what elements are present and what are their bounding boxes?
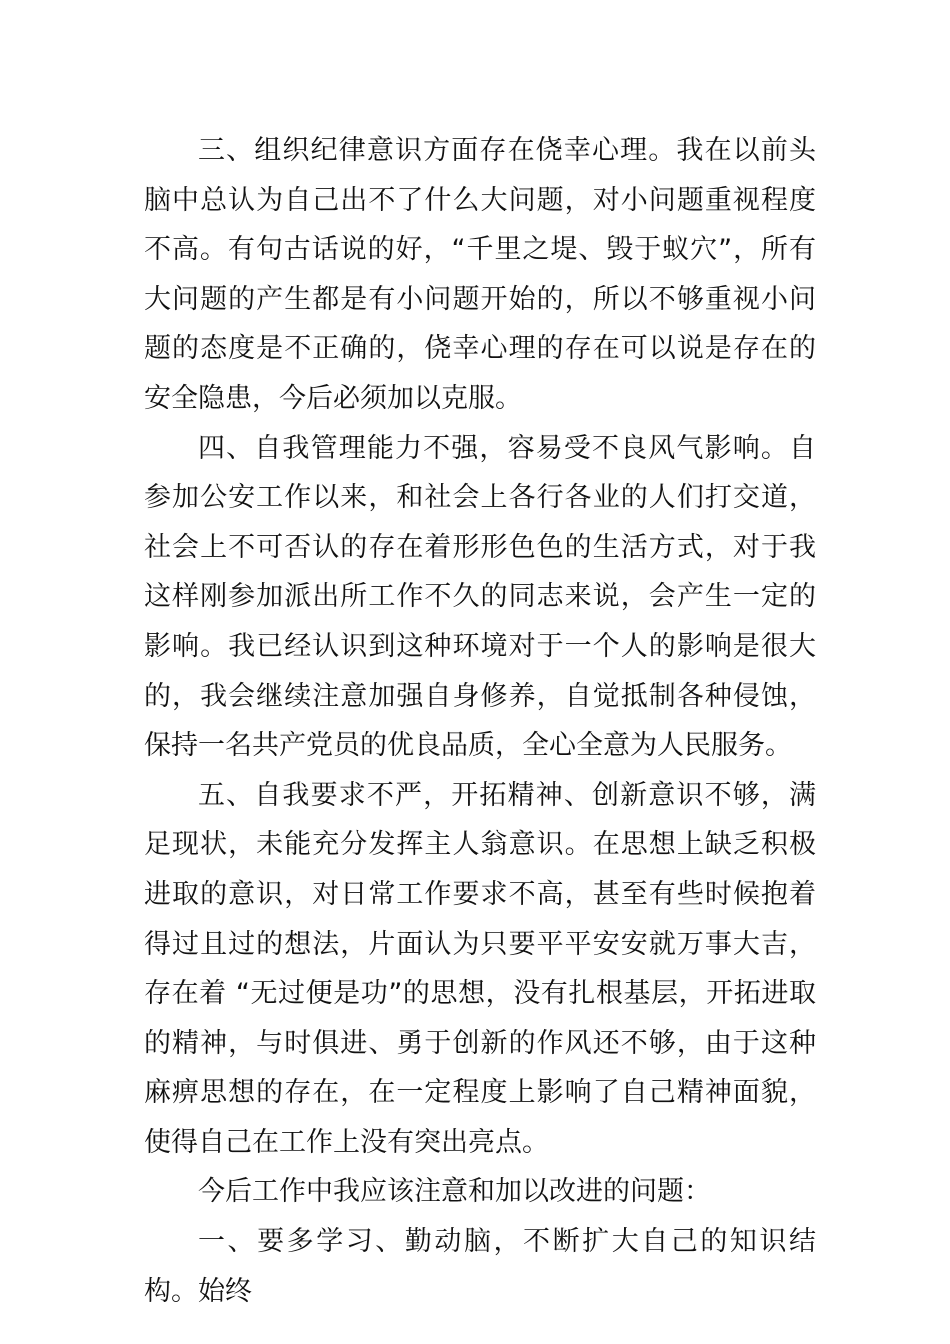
paragraph-learning: 一、要多学习、勤动脑，不断扩大自己的知识结构。始终 bbox=[144, 1226, 816, 1307]
paragraph-improvement-intro: 今后工作中我应该注意和加以改进的问题： bbox=[198, 1176, 711, 1208]
paragraph-discipline: 三、组织纪律意识方面存在侥幸心理。我在以前头脑中总认为自己出不了什么大问题，对小问题重视程度不高。有句古话说的好，“千里之堤、毁于蚁穴”，所有大问题的产生都是有小问题开始的，所以不够重视小问题的态度是不正确的，侥幸心理的存在可以说是存在的安全隐患，今后必须加以克服。 bbox=[144, 135, 816, 414]
paragraph-self-management: 四、自我管理能力不强，容易受不良风气影响。自参加公安工作以来，和社会上各行各业的人们打交道，社会上不可否认的存在着形形色色的生活方式，对于我这样刚参加派出所工作不久的同志来说，会产生一定的影响。我已经认识到这种环境对于一个人的影响是很大的，我会继续注意加强自身修养，自觉抵制各种侵蚀，保持一名共产党员的优良品质，全心全意为人民服务。 bbox=[144, 432, 816, 762]
paragraph-self-requirement: 五、自我要求不严，开拓精神、创新意识不够，满足现状，未能充分发挥主人翁意识。在思想上缺乏积极进取的意识，对日常工作要求不高，甚至有些时候抱着得过且过的想法，片面认为只要平平安安就万事大吉，存在着 “无过便是功”的思想，没有扎根基层，开拓进取的精神，与时俱进、勇于创新的作风还不够，由于这种麻痹思想的存在，在一定程度上影响了自己精神面貌，使得自己在工作上没有突出亮点。 bbox=[144, 779, 816, 1158]
document-body bbox=[144, 126, 816, 1316]
